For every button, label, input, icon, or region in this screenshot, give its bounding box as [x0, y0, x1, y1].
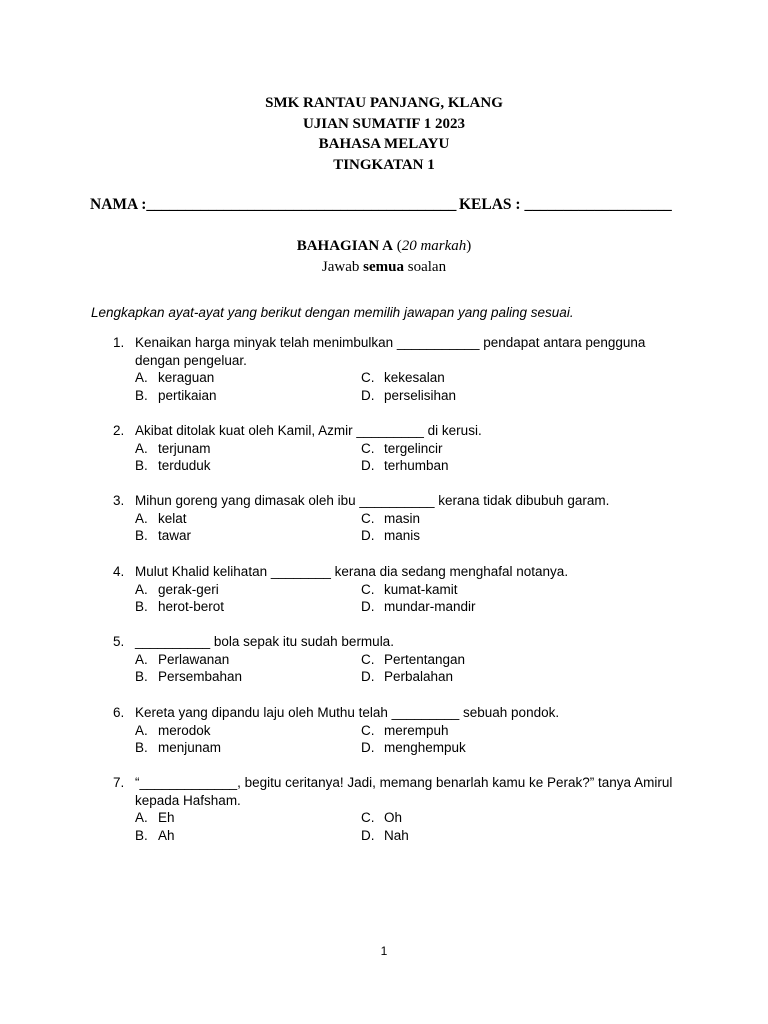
option-letter: D. — [361, 458, 375, 474]
option-text: kumat-kamit — [384, 581, 458, 597]
name-field[interactable]: NAMA :________________________________________ — [90, 196, 457, 213]
option-text: manis — [384, 528, 421, 544]
option-text: menghempuk — [384, 740, 466, 756]
option-text: Nah — [384, 828, 409, 844]
option-text: Ah — [158, 828, 175, 844]
section-instruction-post: soalan — [404, 259, 447, 275]
answer-option[interactable] — [135, 809, 175, 827]
option-letter: B. — [135, 388, 148, 404]
question-number: 5. — [113, 634, 125, 649]
question-number: 1. — [113, 335, 125, 350]
page-number: 1 — [380, 944, 388, 958]
question-stem: __________ bola sepak itu sudah bermula. — [135, 634, 394, 649]
answer-option[interactable] — [361, 510, 420, 528]
option-letter: D. — [361, 740, 375, 756]
answer-option[interactable] — [135, 827, 175, 845]
question-stem: Kenaikan harga minyak telah menimbulkan ___________ pendapat antara pengguna dengan pengeluar. — [135, 335, 646, 368]
option-text: tergelincir — [384, 440, 443, 456]
option-letter: B. — [135, 669, 148, 685]
option-letter: A. — [135, 440, 148, 456]
answer-option[interactable] — [135, 369, 214, 387]
option-text: keraguan — [158, 370, 215, 386]
answer-option[interactable] — [361, 440, 443, 458]
section-instruction-bold: semua — [363, 259, 404, 275]
section-instruction-pre: Jawab — [321, 259, 364, 275]
answer-option[interactable] — [135, 651, 229, 669]
option-text: menjunam — [158, 740, 222, 756]
answer-option[interactable] — [135, 510, 187, 528]
option-text: Pertentangan — [384, 651, 466, 667]
option-letter: D. — [361, 669, 375, 685]
exam-title: UJIAN SUMATIF 1 2023 — [302, 115, 466, 132]
subject-title: BAHASA MELAYU — [318, 136, 450, 152]
answer-option[interactable] — [361, 457, 449, 475]
option-text: kelat — [158, 510, 187, 526]
answer-option[interactable] — [361, 739, 466, 757]
option-text: perselisihan — [384, 388, 457, 404]
option-letter: A. — [135, 510, 148, 526]
question-stem: Akibat ditolak kuat oleh Kamil, Azmir _________ di kerusi. — [135, 423, 482, 438]
option-letter: C. — [361, 440, 375, 456]
option-letter: A. — [135, 370, 148, 386]
option-text: terjunam — [158, 440, 211, 456]
section-instruction — [0, 257, 768, 278]
general-instruction: Lengkapkan ayat-ayat yang berikut dengan memilih jawapan yang paling sesuai. — [91, 305, 574, 320]
answer-option[interactable] — [135, 387, 217, 405]
answer-option[interactable] — [361, 651, 465, 669]
answer-option[interactable] — [135, 668, 242, 686]
option-letter: B. — [135, 828, 148, 844]
option-text: herot-berot — [158, 599, 225, 615]
option-letter: C. — [361, 722, 375, 738]
question-stem: “_____________, begitu ceritanya! Jadi, memang benarlah kamu ke Perak?” tanya Amirul kepada Hafsham. — [135, 775, 673, 808]
option-text: Eh — [158, 810, 175, 826]
option-letter: B. — [135, 740, 148, 756]
option-text: merodok — [158, 722, 211, 738]
answer-option[interactable] — [135, 722, 211, 740]
section-heading — [0, 236, 768, 278]
question-number: 7. — [113, 775, 125, 790]
section-title: BAHAGIAN A — [296, 238, 393, 254]
option-letter: C. — [361, 581, 375, 597]
question-number: 3. — [113, 493, 125, 508]
option-letter: A. — [135, 810, 148, 826]
option-letter: C. — [361, 370, 375, 386]
option-letter: B. — [135, 528, 148, 544]
option-letter: A. — [135, 651, 148, 667]
section-marks: 20 markah — [401, 238, 467, 254]
answer-option[interactable] — [361, 598, 476, 616]
option-text: gerak-geri — [158, 581, 219, 597]
section-title-line: BAHAGIAN A (20 markah) — [296, 238, 472, 254]
option-letter: D. — [361, 388, 375, 404]
option-text: Perbalahan — [384, 669, 454, 685]
option-letter: C. — [361, 810, 375, 826]
answer-option[interactable] — [361, 668, 453, 686]
option-text: mundar-mandir — [384, 599, 476, 615]
option-letter: D. — [361, 528, 375, 544]
option-text: Perlawanan — [158, 651, 230, 667]
option-text: kekesalan — [384, 370, 445, 386]
option-text: masin — [384, 510, 421, 526]
option-letter: C. — [361, 510, 375, 526]
class-field[interactable]: KELAS : ___________________ — [459, 196, 672, 213]
form-title: TINGKATAN 1 — [333, 156, 435, 173]
answer-option[interactable] — [135, 598, 224, 616]
answer-option[interactable] — [135, 739, 221, 757]
option-letter: C. — [361, 651, 375, 667]
question-number: 4. — [113, 564, 125, 579]
answer-option[interactable] — [135, 581, 219, 599]
answer-option[interactable] — [361, 527, 420, 545]
answer-option[interactable] — [361, 809, 402, 827]
answer-option[interactable] — [361, 387, 456, 405]
option-letter: A. — [135, 722, 148, 738]
answer-option[interactable] — [135, 457, 211, 475]
question-stem: Mulut Khalid kelihatan ________ kerana dia sedang menghafal notanya. — [135, 564, 569, 579]
question-stem: Mihun goreng yang dimasak oleh ibu __________ kerana tidak dibubuh garam. — [135, 493, 610, 508]
answer-option[interactable] — [361, 369, 445, 387]
option-letter: B. — [135, 599, 148, 615]
question-number: 6. — [113, 705, 125, 720]
document-header — [0, 93, 768, 175]
option-text: terhumban — [384, 458, 449, 474]
option-text: tawar — [158, 528, 192, 544]
option-letter: B. — [135, 458, 148, 474]
question-stem: Kereta yang dipandu laju oleh Muthu telah _________ sebuah pondok. — [135, 705, 560, 720]
answer-option[interactable] — [361, 827, 409, 845]
option-text: pertikaian — [158, 388, 217, 404]
answer-option[interactable] — [135, 440, 211, 458]
answer-option[interactable] — [135, 527, 191, 545]
option-text: terduduk — [158, 458, 211, 474]
option-letter: D. — [361, 599, 375, 615]
option-letter: A. — [135, 581, 148, 597]
answer-option[interactable] — [361, 722, 449, 740]
option-text: Oh — [384, 810, 403, 826]
answer-option[interactable] — [361, 581, 458, 599]
option-text: Persembahan — [158, 669, 243, 685]
student-id-line — [90, 196, 680, 214]
school-name: SMK RANTAU PANJANG, KLANG — [265, 95, 503, 111]
option-text: merempuh — [384, 722, 449, 738]
question-number: 2. — [113, 423, 125, 438]
option-letter: D. — [361, 828, 375, 844]
